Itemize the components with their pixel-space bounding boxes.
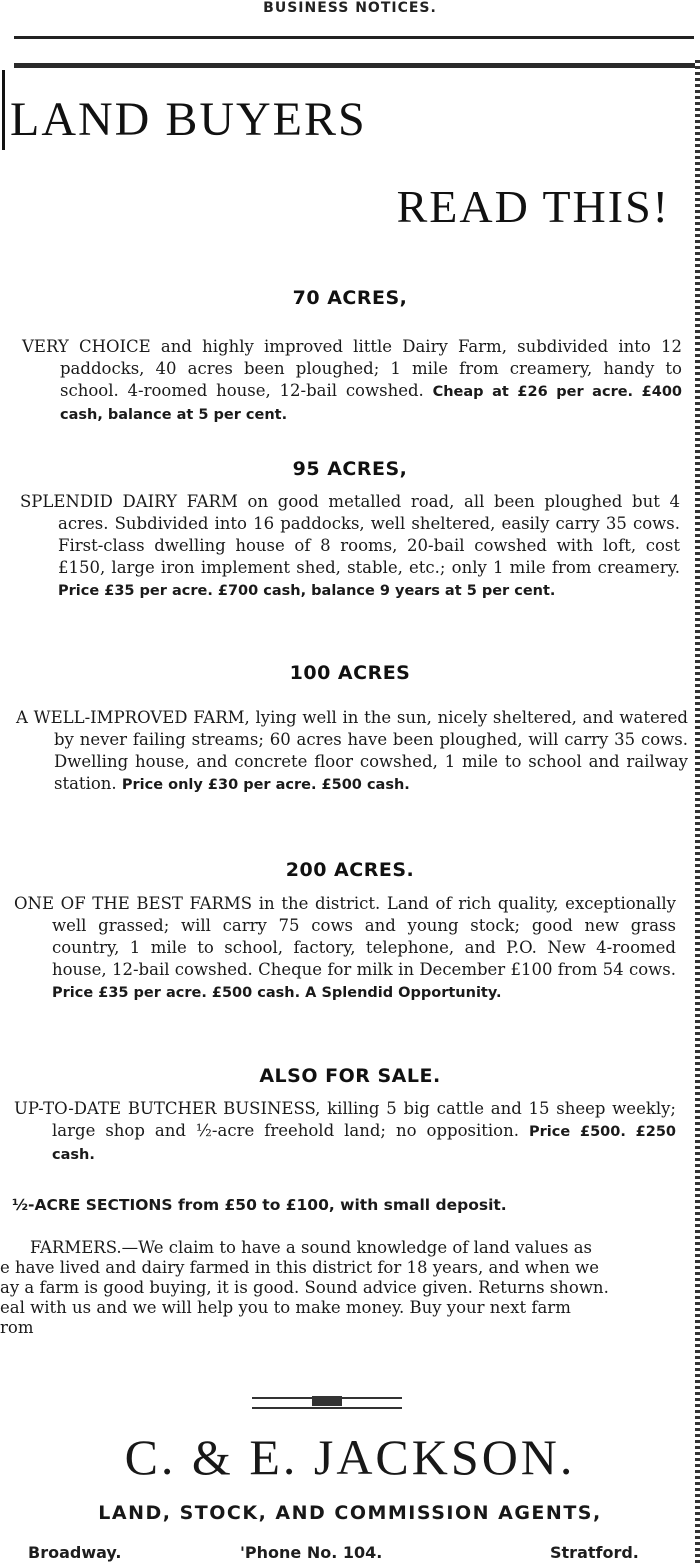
top-rule	[14, 36, 694, 39]
farmers-line: FARMERS.—We claim to have a sound knowledge of land values as	[30, 1238, 593, 1257]
listing-heading-200-acres: 200 ACRES.	[285, 859, 415, 881]
agent-footer	[0, 1543, 700, 1565]
right-border	[695, 60, 700, 1565]
section-header: BUSINESS NOTICES.	[263, 0, 437, 16]
agent-role: LAND, STOCK, AND COMMISSION AGENTS,	[98, 1502, 602, 1524]
top-rule-heavy	[14, 63, 700, 68]
listing-text: A WELL-IMPROVED FARM, lying well in the sun, nicely sheltered, and watered by never failing streams; 60 acres have been ploughed, will carry 35 cows. Dwelling house, and concrete floor cowshed, 1 mile to school and railway station.	[16, 708, 688, 793]
listing-price: Price £35 per acre. £500 cash. A Splendid Opportunity.	[52, 985, 502, 1001]
listing-heading-70-acres: 70 ACRES,	[292, 287, 408, 309]
listing-heading-95-acres: 95 ACRES,	[292, 458, 408, 480]
listing-text: ONE OF THE BEST FARMS in the district. Land of rich quality, exceptionally well grassed; will carry 75 cows and young stock; good new grass country, 1 mile to school, factory, telephone, and P.O. New 4-roomed house, 12-bail cowshed. Cheque for milk in December £100 from 54 cows.	[14, 894, 676, 979]
listing-100-acres	[16, 707, 688, 796]
left-border	[2, 70, 5, 150]
also-for-sale-heading: ALSO FOR SALE.	[259, 1065, 441, 1087]
listing-95-acres	[20, 491, 680, 602]
listing-200-acres	[14, 893, 676, 1004]
farmers-line: eal with us and we will help you to make money. Buy your next farm	[0, 1298, 571, 1317]
agent-name: C. & E. JACKSON.	[124, 1429, 576, 1485]
listing-price: Price only £30 per acre. £500 cash.	[121, 777, 410, 793]
listing-70-acres	[22, 336, 682, 426]
listing-heading-100-acres: 100 ACRES	[289, 662, 411, 684]
agent-town: Stratford.	[550, 1543, 639, 1562]
sections-notice: ½-ACRE SECTIONS from £50 to £100, with small deposit.	[12, 1196, 507, 1214]
ad-title: LAND BUYERS	[10, 93, 367, 146]
farmers-line: ay a farm is good buying, it is good. Sound advice given. Returns shown.	[0, 1278, 609, 1297]
listing-butcher-business	[14, 1098, 676, 1166]
farmers-line: rom	[0, 1318, 34, 1337]
listing-price: Price £35 per acre. £700 cash, balance 9 years at 5 per cent.	[58, 583, 556, 599]
farmers-paragraph	[0, 1238, 692, 1338]
farmers-line: e have lived and dairy farmed in this district for 18 years, and when we	[0, 1258, 600, 1277]
agent-street: Broadway.	[28, 1543, 122, 1562]
agent-phone: 'Phone No. 104.	[240, 1543, 383, 1562]
listing-price: Cheap at £26 per acre. £400 cash, balance at 5 per cent.	[60, 384, 682, 423]
divider-ornament	[252, 1397, 402, 1409]
listing-text: UP-TO-DATE BUTCHER BUSINESS, killing 5 big cattle and 15 sheep weekly; large shop and ½-acre freehold land; no opposition.	[14, 1099, 676, 1140]
ad-subtitle: READ THIS!	[396, 181, 670, 232]
listing-text: VERY CHOICE and highly improved little Dairy Farm, subdivided into 12 paddocks, 40 acres been ploughed; 1 mile from creamery, handy to school. 4-roomed house, 12-bail cowshed.	[22, 337, 682, 400]
listing-price: Price £500. £250 cash.	[52, 1124, 676, 1163]
listing-text: SPLENDID DAIRY FARM on good metalled road, all been ploughed but 4 acres. Subdivided into 16 paddocks, well sheltered, easily carry 35 cows. First-class dwelling house of 8 rooms, 20-bail cowshed with loft, cost £150, large iron implement shed, stable, etc.; only 1 mile from creamery.	[20, 492, 680, 577]
